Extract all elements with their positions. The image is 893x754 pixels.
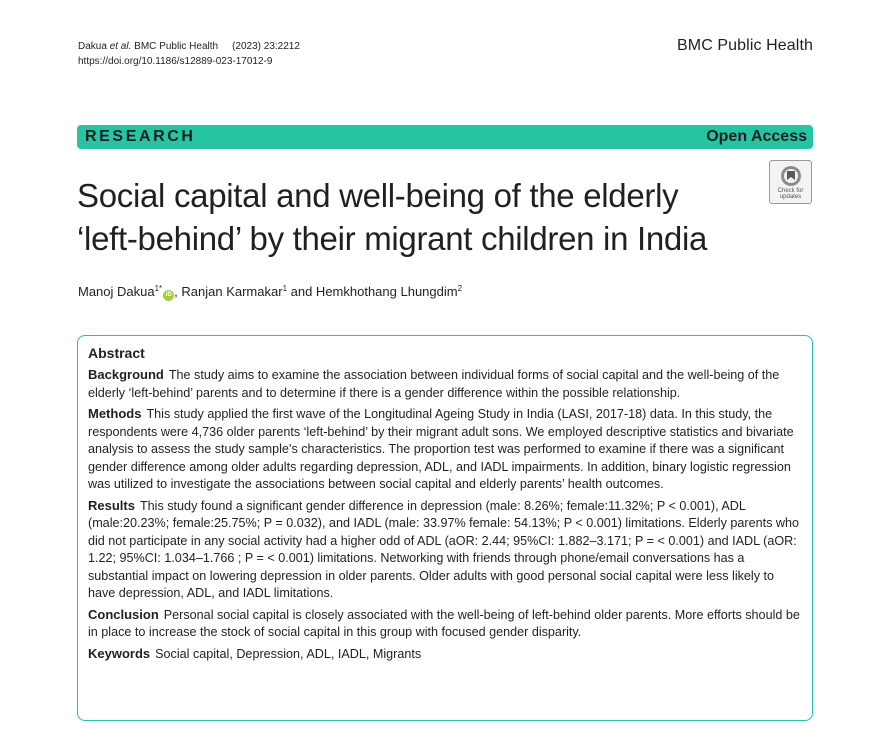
author-affiliation: 1* <box>154 284 163 293</box>
section-label: Methods <box>88 406 142 421</box>
citation-year-volume: (2023) 23:2212 <box>232 41 300 52</box>
section-label: Background <box>88 367 164 382</box>
citation-authors: Dakua et al. BMC Public Health <box>78 41 219 52</box>
abstract-methods <box>88 405 802 494</box>
section-text: The study aims to examine the association between individual forms of social capital and the well-being of the elderly ‘left-behind’ parents and to determine if there is a gender difference within the possible relationship. <box>88 368 780 400</box>
author-affiliation: 1 <box>282 284 288 293</box>
citation-line <box>78 39 300 54</box>
doi-link[interactable]: https://doi.org/10.1186/s12889-023-17012-9 <box>78 56 273 67</box>
section-label: Results <box>88 497 135 513</box>
abstract-conclusion <box>88 606 802 642</box>
orcid-icon[interactable]: iD <box>163 290 174 301</box>
journal-name[interactable]: BMC Public Health <box>677 37 813 54</box>
author-list <box>78 284 462 301</box>
abstract-box <box>77 335 813 721</box>
author-affiliation: 2 <box>457 284 463 293</box>
check-for-updates-badge[interactable] <box>769 160 812 204</box>
citation-header <box>78 39 300 69</box>
abstract-heading: Abstract <box>88 345 145 361</box>
check-updates-icon <box>780 165 802 187</box>
section-text: This study found a significant gender difference in depression (male: 8.26%; female:11.32%; P < 0.001), ADL (male:20.23%; female:25.75%; P = 0.032), and IADL (male: 33.97% female: 54.13%; P < 0.001) limitations. Elderly parents who did not participate in any social activity had a higher odd of ADL (aOR: 2.44; 95%CI: 1.882–3.171; P = < 0.001) and IADL (aOR: 1.22; 95%CI: 1.034–1.766 ; P = < 0.001) limitations. Networking with friends through phone/email conversations has a substantial impact on lowering depression in older parents. Older adults with good personal social capital were less likely to have depression, ADL, and IADL limitations. <box>88 498 800 600</box>
abstract-background <box>88 366 802 402</box>
section-label: Keywords <box>88 645 151 661</box>
author-name[interactable]: and Hemkhothang Lhungdim <box>287 284 458 299</box>
abstract-keywords <box>88 645 802 664</box>
title-line-2: ‘left-behind’ by their migrant children in India <box>77 220 708 257</box>
section-text: This study applied the first wave of the Longitudinal Ageing Study in India (LASI, 2017-18) data. In this study, the respondents were 4,736 older parents ‘left-behind’ by their migrant adult sons. We employed descriptive statistics and bivariate analysis to assess the study sample’s characteristics. The proportion test was performed to examine if there was a significant gender difference among older adults regarding depression, ADL, and IADL impairments. In addition, binary logistic regression was utilized to investigate the associations between social capital and elderly parents’ health outcomes. <box>88 407 794 491</box>
author-name[interactable]: , Ranjan Karmakar <box>174 284 283 299</box>
article-type-bar <box>77 125 813 149</box>
title-line-1: Social capital and well-being of the elderly <box>77 177 679 214</box>
badge-text: Check for updates <box>777 188 804 200</box>
article-title <box>77 174 747 260</box>
section-text: Personal social capital is closely associated with the well-being of left-behind older parents. More efforts should be in place to increase the stock of social capital in this group with focused gender disparity. <box>88 607 800 639</box>
abstract-results <box>88 497 802 603</box>
section-text: Social capital, Depression, ADL, IADL, Migrants <box>155 646 422 661</box>
section-label: Conclusion <box>88 606 159 622</box>
open-access-label: Open Access <box>706 128 807 145</box>
author-name[interactable]: Manoj Dakua <box>78 284 155 299</box>
article-type-label: RESEARCH <box>85 128 196 145</box>
